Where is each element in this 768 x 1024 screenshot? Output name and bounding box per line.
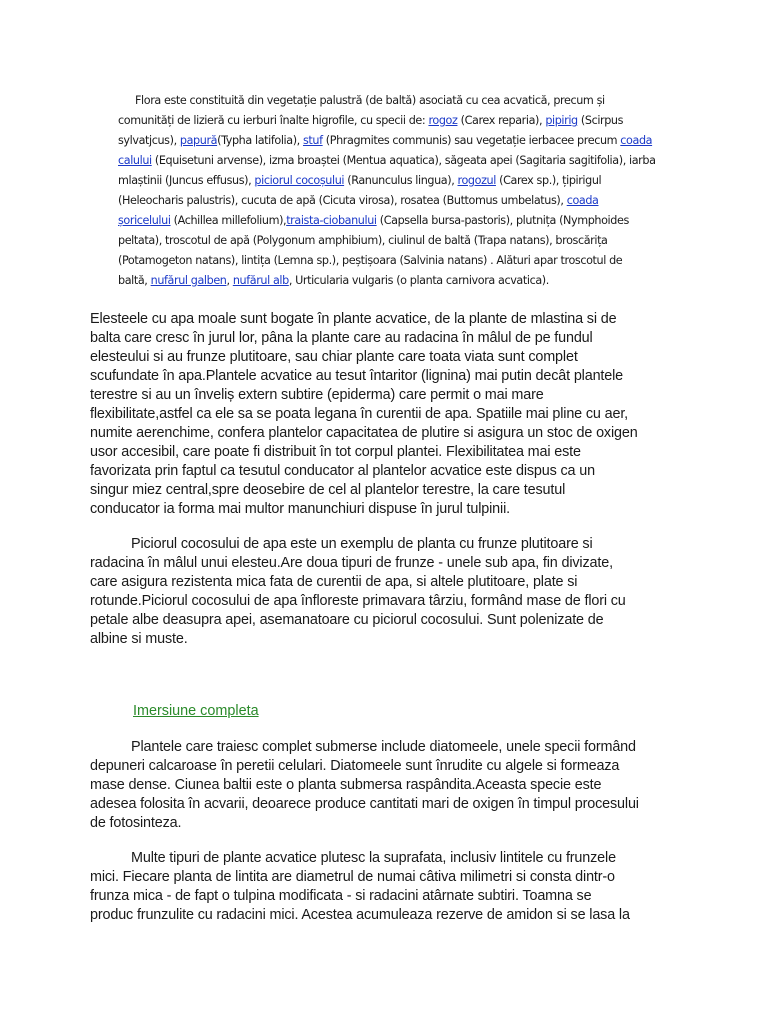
text-segment: mlaștinii (Juncus effusus),: [118, 174, 255, 187]
text-line: [118, 134, 652, 147]
text-line: Elesteele cu apa moale sunt bogate în plante acvatice, de la plante de mlastina si de: [90, 311, 617, 327]
text-line: adesea folosita în acvarii, deoarece produce cantitati mari de oxigen în timpul procesului: [90, 796, 639, 812]
text-line: [118, 154, 656, 167]
text-line: [118, 254, 622, 267]
plant-link[interactable]: stuf: [302, 134, 323, 147]
text-line: numite aerenchime, confera plantelor capacitatea de plutire si asigura un stoc de oxigen: [90, 425, 638, 441]
plant-link[interactable]: papură: [179, 134, 218, 147]
text-line: depuneri calcaroase în peretii celulari. Diatomeele sunt înrudite cu algele si formeaza: [90, 758, 620, 774]
text-line: frunza mica - de fapt o tulpina modificata - si radacini atârnate subtiri. Toamna se: [90, 888, 592, 904]
text-line: Plantele care traiesc complet submerse include diatomeele, unele specii formând: [131, 739, 636, 755]
text-segment: baltă,: [118, 274, 151, 287]
text-line: [118, 114, 623, 127]
text-line: [118, 234, 608, 247]
plant-link[interactable]: calului: [118, 154, 152, 167]
plant-link[interactable]: rogozul: [457, 174, 496, 187]
plant-link[interactable]: coada: [620, 134, 653, 147]
text-line: [118, 214, 629, 227]
text-segment: (Carex sp.), țipirigul: [495, 174, 602, 187]
text-segment: (Capsella bursa-pastoris), plutnița (Nymphoides: [376, 214, 629, 227]
text-line: petale albe deasupra apei, asemanatoare cu piciorul cocosului. Sunt polenizate de: [90, 612, 604, 628]
text-segment: sylvatjcus),: [118, 134, 180, 147]
text-line: Multe tipuri de plante acvatice plutesc la suprafata, inclusiv lintitele cu frunzele: [131, 850, 616, 866]
text-segment: (Carex reparia),: [457, 114, 546, 127]
text-segment: (Heleocharis palustris), cucuta de apă (Cicuta virosa), rosatea (Buttomus umbelatus),: [118, 194, 567, 207]
text-line: albine si muste.: [90, 631, 188, 647]
text-line: care asigura rezistenta mica fata de curentii de apa, si altele plutitoare, plate si: [90, 574, 578, 590]
plant-link[interactable]: pipirig: [545, 114, 578, 127]
text-segment: (Phragmites communis) sau vegetație ierbacee precum: [322, 134, 621, 147]
text-line: produc frunzulite cu radacini mici. Acestea acumuleaza rezerve de amidon si se lasa la: [90, 907, 630, 923]
plant-link[interactable]: nufărul alb: [232, 274, 289, 287]
text-segment: comunități de lizieră cu ierburi înalte higrofile, cu specii de:: [118, 114, 429, 127]
text-line: balta care cresc în jurul lor, pâna la plante care au radacina în mâlul de pe fundul: [90, 330, 593, 346]
text-segment: (Equisetuni arvense), izma broaștei (Mentua aquatica), săgeata apei (Sagitaria sagitifolia), iarba: [151, 154, 656, 167]
text-segment: peltata), troscotul de apă (Polygonum amphibium), ciulinul de baltă (Trapa natans), broscărița: [118, 234, 608, 247]
text-segment: , Urticularia vulgaris (o planta carnivora acvatica).: [288, 274, 549, 287]
plant-link[interactable]: nufărul galben: [150, 274, 227, 287]
text-line: rotunde.Piciorul cocosului de apa înfloreste primavara târziu, formând mase de flori cu: [90, 593, 626, 609]
text-line: [118, 194, 599, 207]
plant-link[interactable]: coada: [566, 194, 599, 207]
text-line: mici. Fiecare planta de lintita are diametrul de numai câtiva milimetri si consta dintr-o: [90, 869, 615, 885]
text-line: favorizata prin faptul ca tesutul conducator al plantelor acvatice este dispus ca un: [90, 463, 595, 479]
text-line: radacina în mâlul unui elesteu.Are doua tipuri de frunze - unele sub apa, fin divizate,: [90, 555, 613, 571]
section-heading[interactable]: Imersiune completa: [133, 703, 259, 719]
plant-link[interactable]: șoricelului: [118, 214, 171, 227]
text-line: elesteului si au frunze plutitoare, sau chiar plante care toata viata sunt complet: [90, 349, 578, 365]
text-segment: (Ranunculus lingua),: [344, 174, 458, 187]
text-line: flexibilitate,astfel ca ele sa se poata legana în curentii de apa. Spatiile mai pline cu aer,: [90, 406, 629, 422]
text-segment: ,: [226, 274, 233, 287]
text-line: Piciorul cocosului de apa este un exemplu de planta cu frunze plutitoare si: [131, 536, 593, 552]
text-line: conducator ia forma mai multor manunchiuri dispuse în jurul tulpinii.: [90, 501, 510, 517]
text-segment: (Scirpus: [577, 114, 624, 127]
text-line: mase dense. Ciunea baltii este o planta submersa raspândita.Aceasta specie este: [90, 777, 602, 793]
text-segment: (Potamogeton natans), lintița (Lemna sp.), peștișoara (Salvinia natans) . Alături apar troscotul de: [118, 254, 623, 267]
plant-link[interactable]: rogoz: [428, 114, 458, 127]
text-line: [118, 174, 601, 187]
text-line: usor accesibil, care poate fi distribuit în tot corpul plantei. Flexibilitatea mai este: [90, 444, 581, 460]
text-segment: (Achillea millefolium),: [170, 214, 287, 227]
text-line: singur miez central,spre deosebire de cel al plantelor terestre, la care tesutul: [90, 482, 566, 498]
plant-link[interactable]: traista-ciobanului: [286, 214, 377, 227]
text-line: [135, 94, 605, 107]
text-line: terestre si au un înveliș extern subtire (epiderma) care permit o mai mare: [90, 387, 544, 403]
text-segment: (Typha latifolia),: [217, 134, 303, 147]
text-line: scufundate în apa.Plantele acvatice au tesut întaritor (lignina) mai putin decât plantele: [90, 368, 624, 384]
text-segment: Flora este constituită din vegetație palustră (de baltă) asociată cu cea acvatică, precum și: [135, 94, 605, 107]
text-line: de fotosinteza.: [90, 815, 182, 831]
text-line: [118, 274, 549, 287]
plant-link[interactable]: piciorul cocoșului: [254, 174, 345, 187]
